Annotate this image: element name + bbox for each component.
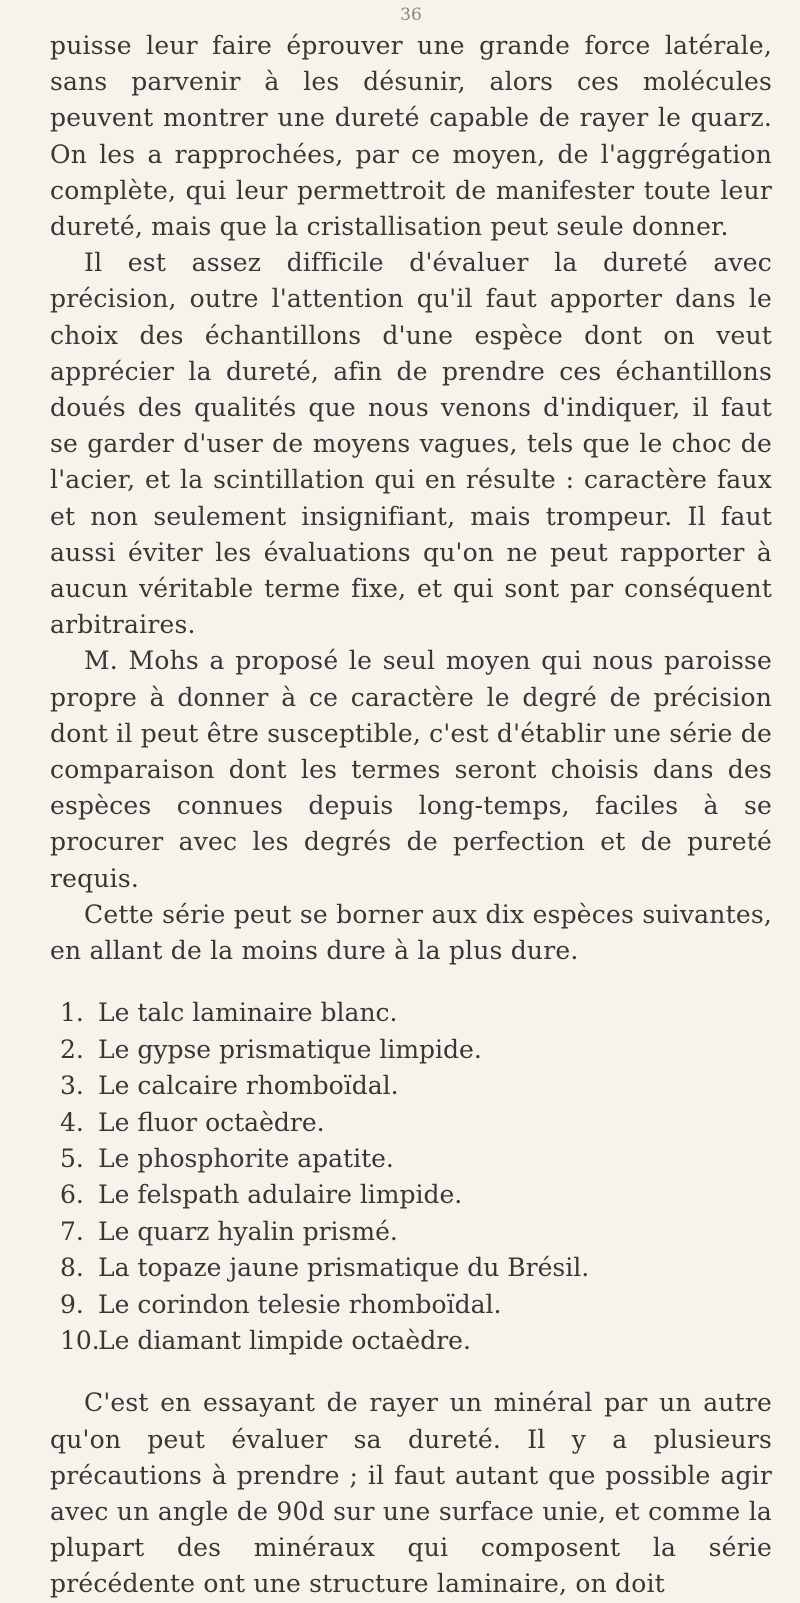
list-item-number: 8. [60, 1253, 84, 1283]
list-item [60, 1105, 772, 1141]
list-item-number: 7. [60, 1216, 84, 1246]
list-item [60, 1214, 772, 1250]
paragraph-2: Il est assez difficile d'évaluer la dureté avec précision, outre l'attention qu'il faut apporter dans le choix des échantillons d'une espèce dont on veut apprécier la dureté, afin de prendre ces échantillons doués des qualités que nous venons d'indiquer, il faut se garder d'user de moyens vagues, tels que le choc de l'acier, et la scintillation qui en résulte : caractère faux et non seulement insignifiant, mais trompeur. Il faut aussi éviter les évaluations qu'on ne peut rapporter à aucun véritable terme fixe, et qui sont par conséquent arbitraires. [50, 248, 772, 640]
list-item-text: Le felspath adulaire limpide. [98, 1180, 463, 1210]
list-item-number: 9. [60, 1289, 84, 1319]
list-item [60, 1032, 772, 1068]
list-item-text: Le talc laminaire blanc. [98, 998, 398, 1028]
list-item [60, 1068, 772, 1104]
list-item-text: Le phosphorite apatite. [98, 1143, 394, 1173]
list-item [60, 995, 772, 1031]
list-item [60, 1323, 772, 1359]
hardness-scale-list [50, 995, 772, 1359]
paragraph-3: M. Mohs a proposé le seul moyen qui nous paroisse propre à donner à ce caractère le degré de précision dont il peut être susceptible, c'est d'établir une série de comparaison dont les termes seront choisis dans des espèces connues depuis long-temps, faciles à se procurer avec les degrés de perfection et de pureté requis. [50, 646, 772, 893]
closing-paragraph: C'est en essayant de rayer un minéral par un autre qu'on peut évaluer sa dureté. Il y a plusieurs précautions à prendre ; il faut autant que possible agir avec un angle de 90d sur une surface unie, et comme la plupart des minéraux qui composent la série précédente ont une structure laminaire, on doit [50, 1388, 772, 1599]
body-text [50, 28, 772, 1603]
list-item-number: 1. [60, 998, 84, 1028]
paragraph-4: Cette série peut se borner aux dix espèces suivantes, en allant de la moins dure à la plus dure. [50, 899, 772, 966]
list-item-text: Le quarz hyalin prismé. [98, 1216, 398, 1246]
list-item-text: Le gypse prismatique limpide. [98, 1034, 482, 1064]
list-item-number: 4. [60, 1107, 84, 1137]
list-item [60, 1141, 772, 1177]
list-item-number: 2. [60, 1034, 84, 1064]
list-item [60, 1250, 772, 1286]
paragraph-1: puisse leur faire éprouver une grande force latérale, sans parvenir à les désunir, alors ces molécules peuvent montrer une dureté capable de rayer le quarz. On les a rapprochées, par ce moyen, de l'aggrégation complète, qui leur permettroit de manifester toute leur dureté, mais que la cristallisation peut seule donner. [50, 31, 772, 242]
list-item-text: La topaze jaune prismatique du Brésil. [98, 1253, 590, 1283]
list-item-text: Le fluor octaèdre. [98, 1107, 325, 1137]
list-item-number: 6. [60, 1180, 84, 1210]
list-item-number: 5. [60, 1143, 84, 1173]
list-item-text: Le corindon telesie rhomboïdal. [98, 1289, 502, 1319]
list-item-text: Le diamant limpide octaèdre. [98, 1325, 471, 1355]
list-item [60, 1177, 772, 1213]
list-item-text: Le calcaire rhomboïdal. [98, 1071, 399, 1101]
page-number: 36 [400, 5, 422, 25]
list-item-number: 3. [60, 1071, 84, 1101]
list-item-number: 10. [60, 1325, 100, 1355]
list-item [60, 1287, 772, 1323]
